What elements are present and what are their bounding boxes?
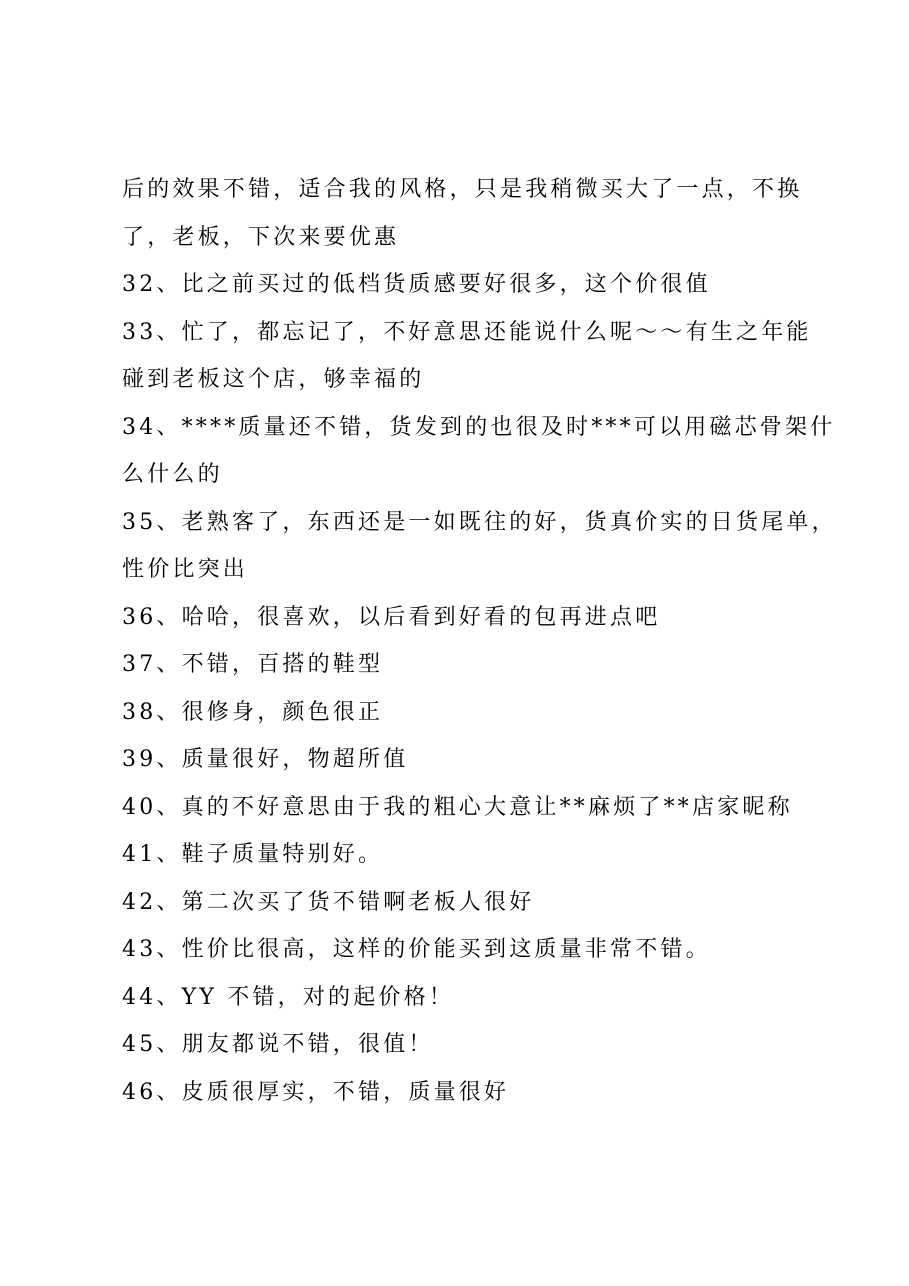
text-line: 46、皮质很厚实，不错，质量很好 (122, 1079, 510, 1105)
text-line: 44、YY 不错，对的起价格！ (122, 984, 455, 1010)
text-line: 38、很修身，颜色很正 (122, 699, 384, 725)
text-line: 34、****质量还不错，货发到的也很及时***可以用磁芯骨架什 (122, 414, 836, 440)
text-line: 36、哈哈，很喜欢，以后看到好看的包再进点吧 (122, 604, 661, 630)
review-list (122, 166, 837, 1116)
text-line: 后的效果不错，适合我的风格，只是我稍微买大了一点，不换 (122, 177, 803, 202)
text-line: 碰到老板这个店，够幸福的 (122, 367, 425, 392)
text-line: 39、质量很好，物超所值 (122, 747, 409, 772)
text-line: 33、忙了，都忘记了，不好意思还能说什么呢～～有生之年能 (122, 319, 812, 345)
text-line: 性价比突出 (122, 557, 249, 582)
text-line: 了，老板，下次来要优惠 (122, 224, 400, 250)
text-line: 32、比之前买过的低档货质感要好很多，这个价很值 (122, 272, 711, 297)
text-line: 43、性价比很高，这样的价能买到这质量非常不错。 (122, 937, 711, 962)
text-line: 42、第二次买了货不错啊老板人很好 (122, 889, 535, 915)
text-line: 40、真的不好意思由于我的粗心大意让**麻烦了**店家昵称 (122, 794, 793, 820)
text-line: 35、老熟客了，东西还是一如既往的好，货真价实的日货尾单， (122, 509, 837, 535)
text-line: 么什么的 (122, 462, 223, 487)
text-line: 45、朋友都说不错，很值！ (122, 1032, 434, 1057)
text-line: 41、鞋子质量特别好。 (122, 842, 384, 867)
text-line: 37、不错，百搭的鞋型 (122, 652, 384, 677)
